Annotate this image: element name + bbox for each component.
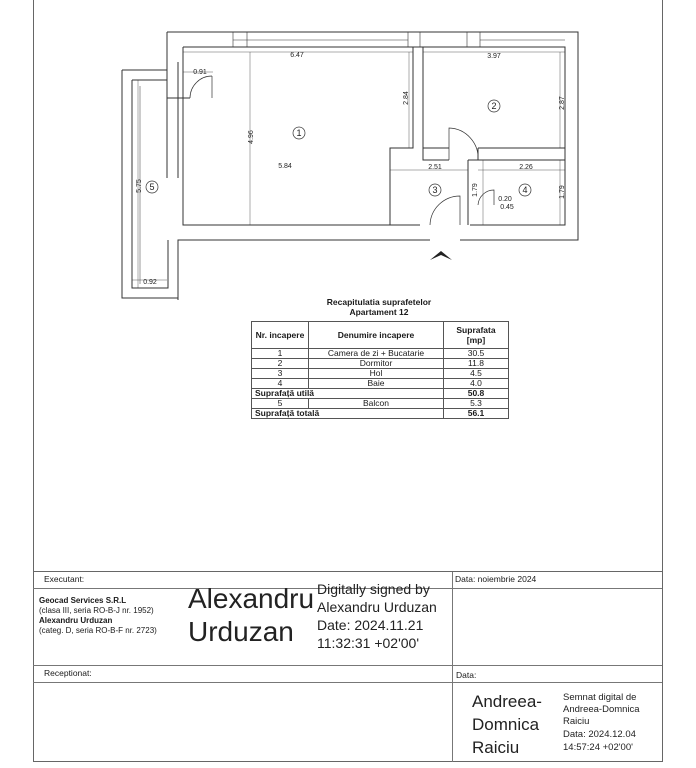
signature-name-line1: Alexandru <box>188 583 315 614</box>
signature2-note-line2: Andreea-Domnica <box>563 704 640 715</box>
room-3-label: 3 <box>432 185 438 195</box>
total-area-value: 56.1 <box>444 409 509 419</box>
signature-note-line2: Alexandru Urduzan <box>317 599 437 615</box>
entrance-arrow-icon <box>430 251 452 260</box>
table-row <box>252 359 509 369</box>
cell-nr: 3 <box>252 369 309 379</box>
room-2-label: 2 <box>491 101 497 111</box>
cell-nr: 5 <box>252 399 309 409</box>
dim-2-26: 2.26 <box>519 164 533 171</box>
dim-5-84: 5.84 <box>278 163 292 170</box>
col-area-header: Suprafata [mp] <box>444 322 509 349</box>
useful-area-row <box>252 389 509 399</box>
summary-table <box>251 321 509 419</box>
signature2-line2: Domnica <box>472 715 540 734</box>
receptionat-label: Receptionat: <box>44 668 92 678</box>
dim-2-84: 2.84 <box>403 91 410 105</box>
table-row <box>252 379 509 389</box>
dim-2-51: 2.51 <box>428 164 442 171</box>
cell-area: 4.5 <box>444 369 509 379</box>
person-name: Alexandru Urduzan <box>39 616 113 625</box>
table-row <box>252 349 509 359</box>
date-label-top: Data: noiembrie 2024 <box>455 574 537 584</box>
divider <box>33 682 662 683</box>
table-row <box>252 399 509 409</box>
useful-area-label: Suprafață utilă <box>252 389 444 399</box>
date-label-bottom: Data: <box>456 670 477 680</box>
total-area-row <box>252 409 509 419</box>
dim-6-47: 6.47 <box>290 52 304 59</box>
signature-note-line4: 11:32:31 +02'00' <box>317 635 420 651</box>
signature-note-line1: Digitally signed by <box>317 581 430 597</box>
cell-name: Dormitor <box>309 359 444 369</box>
summary-title-line1: Recapitulatia suprafetelor <box>326 297 432 307</box>
dim-2-87: 2.87 <box>559 96 566 110</box>
cell-name: Balcon <box>309 399 444 409</box>
cell-area: 30.5 <box>444 349 509 359</box>
col-nr-header: Nr. incapere <box>252 322 309 349</box>
dim-0-45: 0.45 <box>500 204 514 211</box>
room-5-label: 5 <box>149 182 155 192</box>
dim-0-91: 0.91 <box>193 69 207 76</box>
cell-area: 11.8 <box>444 359 509 369</box>
cell-area: 5.3 <box>444 399 509 409</box>
cell-area: 4.0 <box>444 379 509 389</box>
table-header-row <box>252 322 509 349</box>
signature2-line3: Raiciu <box>472 738 520 757</box>
dim-4-96: 4.96 <box>248 130 255 144</box>
signature2-line1: Andreea- <box>472 692 542 711</box>
cell-nr: 1 <box>252 349 309 359</box>
room-4-label: 4 <box>522 185 528 195</box>
cell-name: Camera de zi + Bucatarie <box>309 349 444 359</box>
cell-name: Hol <box>309 369 444 379</box>
dim-0-20: 0.20 <box>498 196 512 203</box>
dim-1-79-a: 1.79 <box>472 183 479 197</box>
executant-label: Executant: <box>44 574 85 584</box>
col-name-header: Denumire incapere <box>309 322 444 349</box>
dim-3-97: 3.97 <box>487 53 501 60</box>
company-class: (clasa III, seria RO-B-J nr. 1952) <box>39 606 154 615</box>
cell-nr: 2 <box>252 359 309 369</box>
summary-title <box>250 298 508 317</box>
table-row <box>252 369 509 379</box>
cell-nr: 4 <box>252 379 309 389</box>
signature-name-line2: Urduzan <box>188 616 294 647</box>
floor-plan <box>0 0 696 310</box>
useful-area-value: 50.8 <box>444 389 509 399</box>
summary-title-line2: Apartament 12 <box>349 306 409 317</box>
person-categ: (categ. D, seria RO-B-F nr. 2723) <box>39 626 157 635</box>
divider <box>33 665 662 666</box>
signature-note-line3: Date: 2024.11.21 <box>317 617 424 633</box>
signature-block <box>33 571 663 762</box>
signature2-note-line3: Raiciu <box>563 716 590 727</box>
dim-1-79-b: 1.79 <box>559 185 566 199</box>
company-name: Geocad Services S.R.L <box>39 596 127 605</box>
signature2-note-line4: Data: 2024.12.04 <box>563 729 636 740</box>
divider-vertical <box>452 572 453 762</box>
dim-5-75: 5.75 <box>136 179 143 193</box>
dim-0-92: 0.92 <box>143 279 157 286</box>
room-1-label: 1 <box>296 128 302 138</box>
total-area-label: Suprafață totală <box>252 409 444 419</box>
signature2-note-line1: Semnat digital de <box>563 692 637 703</box>
cell-name: Baie <box>309 379 444 389</box>
signature2-note-line5: 14:57:24 +02'00' <box>563 742 633 753</box>
